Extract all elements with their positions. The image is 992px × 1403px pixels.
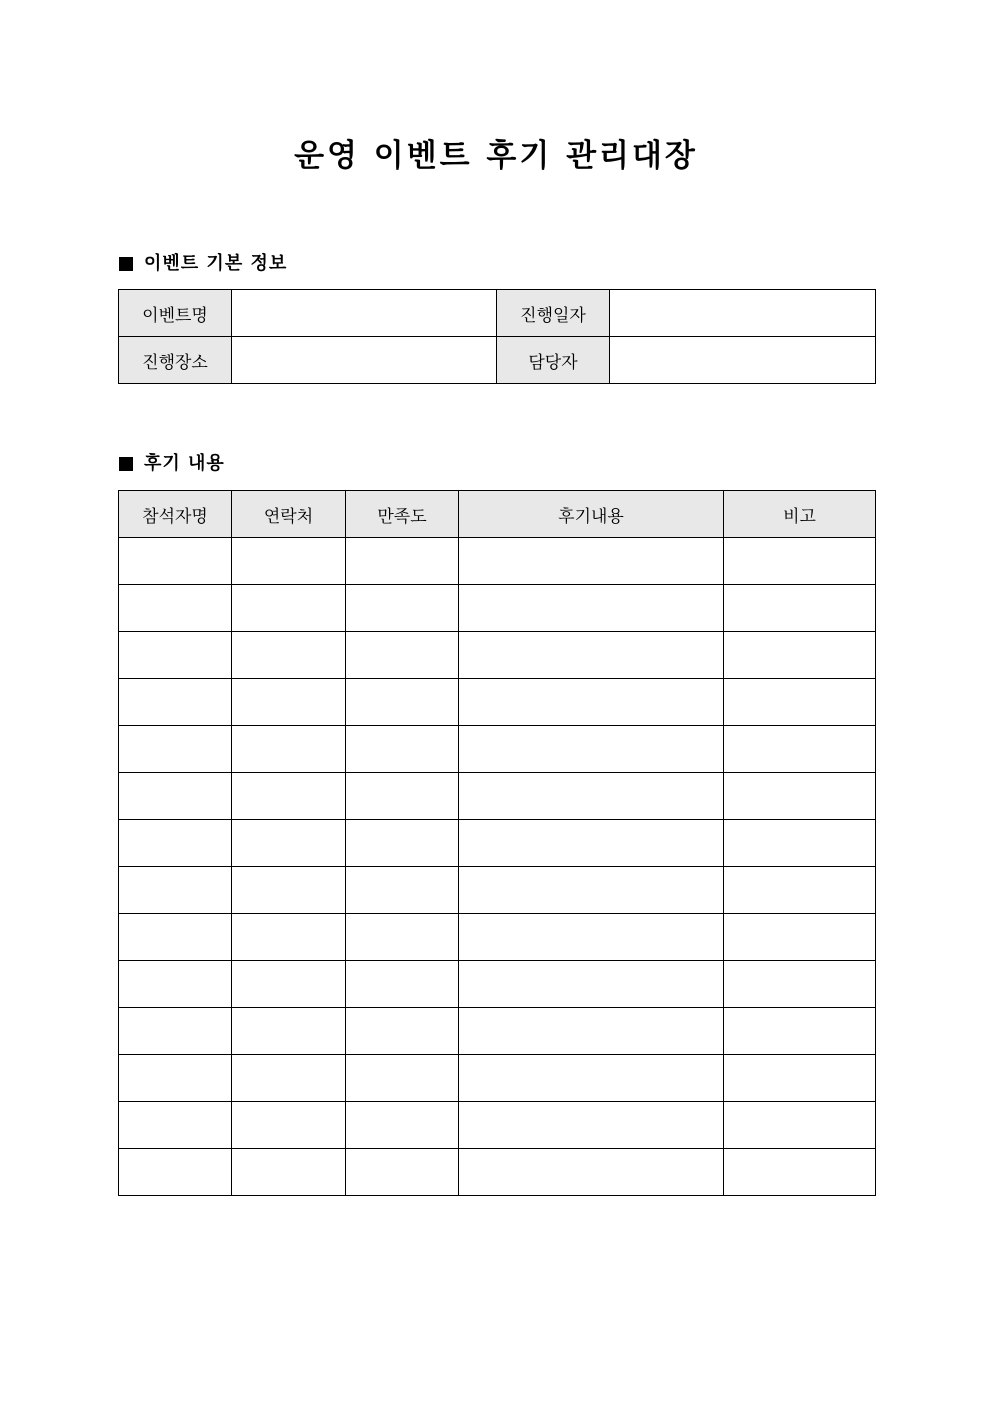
review-cell[interactable]	[459, 632, 724, 679]
table-row	[119, 726, 876, 773]
table-row	[119, 1102, 876, 1149]
satisfaction-cell[interactable]	[346, 1008, 459, 1055]
satisfaction-cell[interactable]	[346, 538, 459, 585]
table-row	[119, 1055, 876, 1102]
event-name-field[interactable]	[232, 290, 497, 337]
remarks-cell[interactable]	[724, 726, 876, 773]
contact-cell[interactable]	[232, 773, 346, 820]
manager-label: 담당자	[497, 337, 610, 384]
satisfaction-cell[interactable]	[346, 585, 459, 632]
event-date-label: 진행일자	[497, 290, 610, 337]
satisfaction-cell[interactable]	[346, 1149, 459, 1196]
attendee-cell[interactable]	[119, 867, 232, 914]
attendee-cell[interactable]	[119, 914, 232, 961]
info-row	[119, 290, 876, 337]
satisfaction-cell[interactable]	[346, 961, 459, 1008]
remarks-cell[interactable]	[724, 820, 876, 867]
event-venue-label: 진행장소	[119, 337, 232, 384]
contact-cell[interactable]	[232, 538, 346, 585]
remarks-cell[interactable]	[724, 632, 876, 679]
review-cell[interactable]	[459, 538, 724, 585]
attendee-cell[interactable]	[119, 538, 232, 585]
attendee-cell[interactable]	[119, 1149, 232, 1196]
review-cell[interactable]	[459, 1102, 724, 1149]
contact-cell[interactable]	[232, 1008, 346, 1055]
contact-cell[interactable]	[232, 961, 346, 1008]
column-header-contact: 연락처	[232, 491, 346, 538]
attendee-cell[interactable]	[119, 961, 232, 1008]
review-cell[interactable]	[459, 914, 724, 961]
table-row	[119, 632, 876, 679]
remarks-cell[interactable]	[724, 1102, 876, 1149]
column-header-review: 후기내용	[459, 491, 724, 538]
attendee-cell[interactable]	[119, 820, 232, 867]
manager-field[interactable]	[610, 337, 876, 384]
attendee-cell[interactable]	[119, 1008, 232, 1055]
contact-cell[interactable]	[232, 632, 346, 679]
attendee-cell[interactable]	[119, 1102, 232, 1149]
contact-cell[interactable]	[232, 914, 346, 961]
review-cell[interactable]	[459, 773, 724, 820]
remarks-cell[interactable]	[724, 914, 876, 961]
remarks-cell[interactable]	[724, 585, 876, 632]
satisfaction-cell[interactable]	[346, 632, 459, 679]
review-cell[interactable]	[459, 585, 724, 632]
contact-cell[interactable]	[232, 1102, 346, 1149]
event-date-field[interactable]	[610, 290, 876, 337]
satisfaction-cell[interactable]	[346, 726, 459, 773]
attendee-cell[interactable]	[119, 585, 232, 632]
remarks-cell[interactable]	[724, 1149, 876, 1196]
review-cell[interactable]	[459, 1008, 724, 1055]
review-cell[interactable]	[459, 726, 724, 773]
remarks-cell[interactable]	[724, 1055, 876, 1102]
table-row	[119, 585, 876, 632]
satisfaction-cell[interactable]	[346, 773, 459, 820]
info-section-heading-text: 이벤트 기본 정보	[144, 253, 288, 274]
table-row	[119, 867, 876, 914]
remarks-cell[interactable]	[724, 679, 876, 726]
remarks-cell[interactable]	[724, 773, 876, 820]
table-row	[119, 773, 876, 820]
satisfaction-cell[interactable]	[346, 914, 459, 961]
remarks-cell[interactable]	[724, 1008, 876, 1055]
table-row	[119, 538, 876, 585]
review-table	[118, 490, 876, 1196]
satisfaction-cell[interactable]	[346, 679, 459, 726]
event-info-table	[118, 289, 876, 384]
attendee-cell[interactable]	[119, 632, 232, 679]
review-cell[interactable]	[459, 1149, 724, 1196]
column-header-remarks: 비고	[724, 491, 876, 538]
attendee-cell[interactable]	[119, 679, 232, 726]
contact-cell[interactable]	[232, 726, 346, 773]
table-row	[119, 914, 876, 961]
remarks-cell[interactable]	[724, 538, 876, 585]
review-section-heading	[119, 452, 225, 476]
review-cell[interactable]	[459, 820, 724, 867]
review-header-row	[119, 491, 876, 538]
satisfaction-cell[interactable]	[346, 867, 459, 914]
contact-cell[interactable]	[232, 1055, 346, 1102]
review-cell[interactable]	[459, 1055, 724, 1102]
satisfaction-cell[interactable]	[346, 1102, 459, 1149]
remarks-cell[interactable]	[724, 867, 876, 914]
column-header-satisfaction: 만족도	[346, 491, 459, 538]
table-row	[119, 820, 876, 867]
review-section-heading-text: 후기 내용	[144, 453, 225, 474]
table-row	[119, 961, 876, 1008]
table-row	[119, 1149, 876, 1196]
table-row	[119, 1008, 876, 1055]
review-cell[interactable]	[459, 679, 724, 726]
contact-cell[interactable]	[232, 820, 346, 867]
contact-cell[interactable]	[232, 867, 346, 914]
contact-cell[interactable]	[232, 1149, 346, 1196]
remarks-cell[interactable]	[724, 961, 876, 1008]
review-cell[interactable]	[459, 867, 724, 914]
satisfaction-cell[interactable]	[346, 820, 459, 867]
satisfaction-cell[interactable]	[346, 1055, 459, 1102]
event-name-label: 이벤트명	[119, 290, 232, 337]
square-bullet-icon	[119, 257, 133, 271]
attendee-cell[interactable]	[119, 773, 232, 820]
square-bullet-icon	[119, 457, 133, 471]
review-cell[interactable]	[459, 961, 724, 1008]
column-header-attendee: 참석자명	[119, 491, 232, 538]
attendee-cell[interactable]	[119, 726, 232, 773]
contact-cell[interactable]	[232, 585, 346, 632]
review-table-body	[119, 538, 876, 1196]
table-row	[119, 679, 876, 726]
info-row	[119, 337, 876, 384]
event-venue-field[interactable]	[232, 337, 497, 384]
info-section-heading	[119, 252, 287, 276]
document-title: 운영 이벤트 후기 관리대장	[294, 138, 698, 174]
attendee-cell[interactable]	[119, 1055, 232, 1102]
contact-cell[interactable]	[232, 679, 346, 726]
